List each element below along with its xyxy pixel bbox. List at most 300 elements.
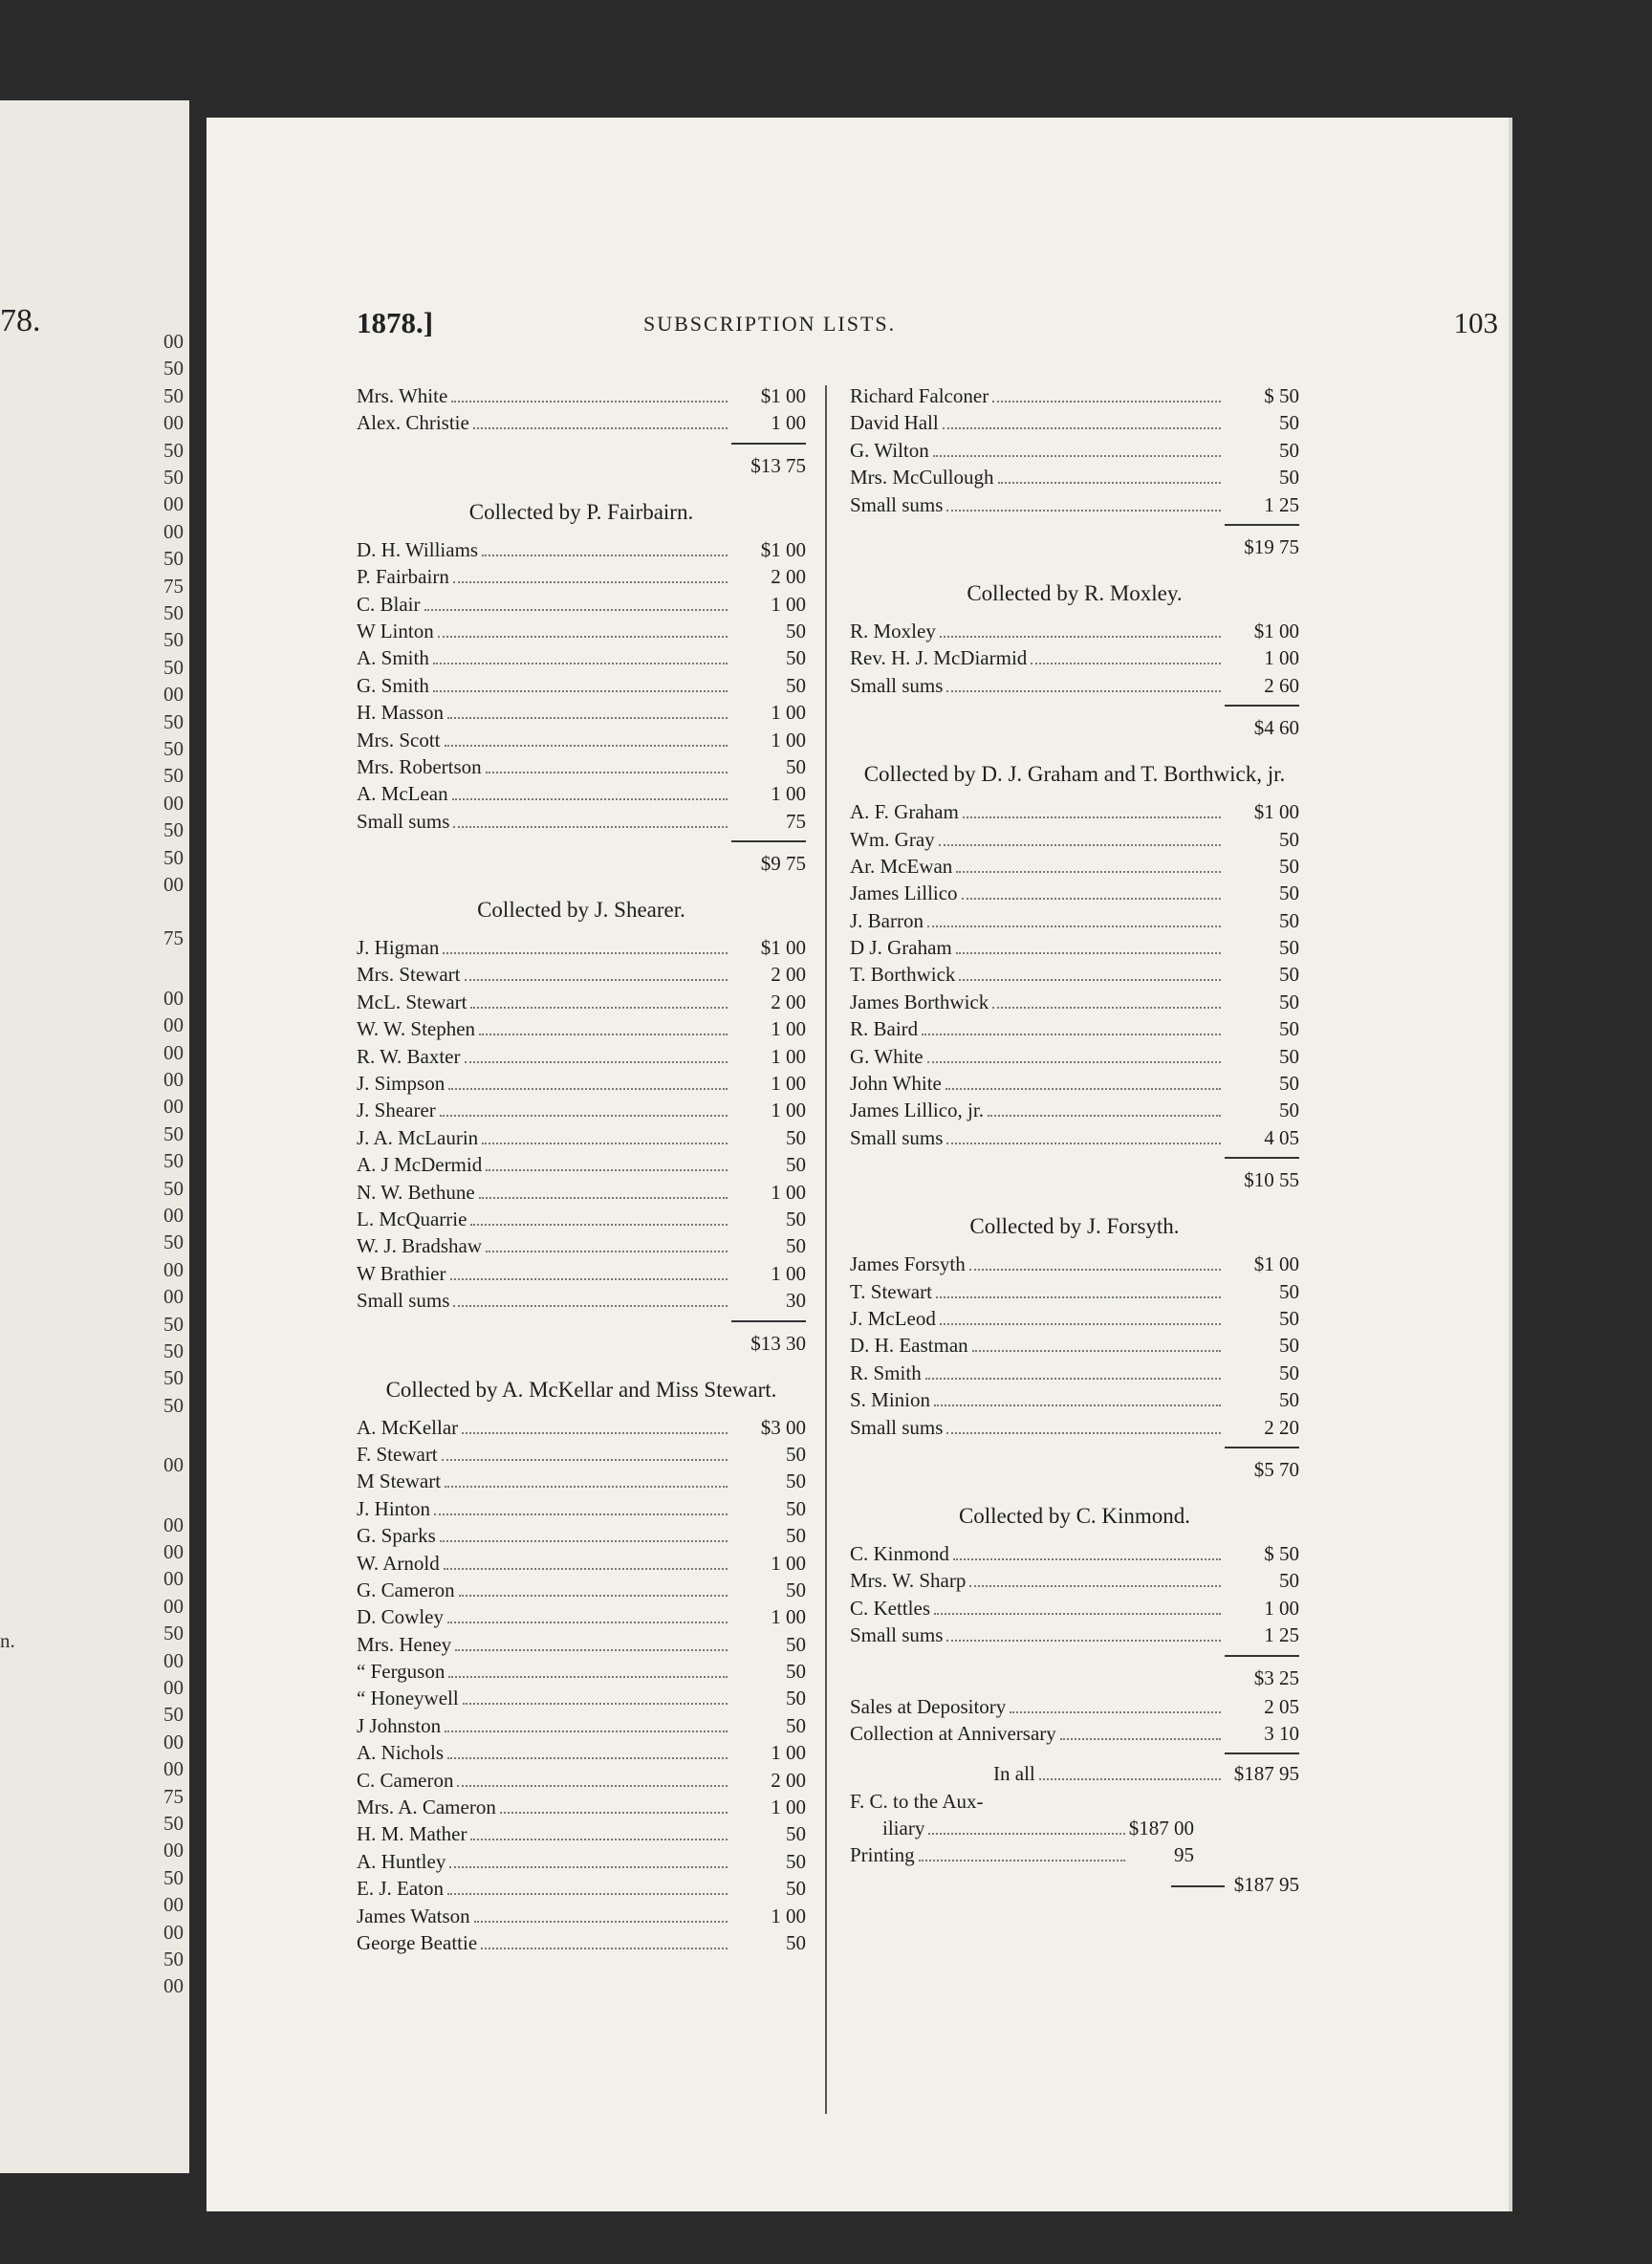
- in-all-label: In all: [993, 1762, 1035, 1786]
- amount: 1 00: [771, 1741, 806, 1765]
- amount: $3 00: [760, 1415, 806, 1439]
- printing-amount: 95: [1174, 1843, 1194, 1867]
- contributor-name: E. J. Eaton: [357, 1877, 444, 1901]
- facing-page-amount: 50: [163, 1865, 184, 1889]
- leader-dots: [440, 1114, 728, 1117]
- leader-dots: [486, 1250, 728, 1252]
- contributor-name: Mrs. White: [357, 384, 448, 407]
- amount: 50: [786, 754, 806, 778]
- in-all-amount: $187 95: [1233, 1762, 1299, 1786]
- contributor-name: Small sums: [850, 492, 944, 516]
- contributor-name: C. Kinmond: [850, 1541, 949, 1565]
- total-rule: [731, 840, 806, 842]
- amount: $1 00: [760, 384, 806, 407]
- amount: 50: [1279, 990, 1299, 1013]
- leader-dots: [953, 1557, 1221, 1560]
- facing-page-amount: 00: [163, 1730, 184, 1753]
- left-column: [357, 382, 806, 1956]
- in-all-row: [850, 1760, 1299, 1787]
- list-row: [357, 382, 806, 409]
- leader-dots: [481, 1947, 728, 1949]
- list-row: [357, 672, 806, 699]
- amount: 2 00: [771, 990, 806, 1013]
- contributor-name: G. Wilton: [850, 438, 929, 462]
- contributor-name: James Borthwick: [850, 990, 989, 1013]
- amount: 50: [786, 1632, 806, 1656]
- facing-page-amount: 75: [163, 1784, 184, 1808]
- amount: $ 50: [1264, 1541, 1299, 1565]
- facing-page-amount: 50: [163, 845, 184, 869]
- list-row: [357, 536, 806, 563]
- facing-page-amount: 00: [163, 1974, 184, 1998]
- amount: 1 00: [771, 411, 806, 435]
- list-row: [357, 1820, 806, 1847]
- contributor-name: C. Kettles: [850, 1596, 930, 1620]
- amount: 50: [1279, 411, 1299, 435]
- contributor-name: Small sums: [850, 1125, 944, 1149]
- list-row: [850, 1251, 1299, 1277]
- leader-dots: [448, 1087, 728, 1090]
- facing-page-amount: 00: [163, 1068, 184, 1091]
- amount: 2 60: [1264, 673, 1299, 697]
- leader-dots: [473, 426, 728, 429]
- leader-dots: [956, 870, 1221, 873]
- leader-dots: [500, 1811, 728, 1814]
- amount: $1 00: [1253, 800, 1299, 824]
- amount: 50: [1279, 1569, 1299, 1593]
- facing-page-amount: 00: [163, 1839, 184, 1862]
- list-row: [357, 1522, 806, 1549]
- section-total: $13 75: [750, 453, 806, 477]
- leader-dots: [946, 1142, 1221, 1144]
- list-row: [357, 1043, 806, 1070]
- contributor-name: A. Nichols: [357, 1741, 444, 1765]
- facing-page-amount: 50: [163, 1812, 184, 1835]
- amount: 50: [786, 1930, 806, 1954]
- leader-dots: [998, 481, 1221, 484]
- grand-total-row: [850, 1869, 1299, 1900]
- leader-dots: [1060, 1737, 1221, 1740]
- facing-page-amount: 50: [163, 601, 184, 624]
- contributor-name: A. McKellar: [357, 1415, 459, 1439]
- leader-dots: [444, 1567, 728, 1570]
- facing-page-amount: 00: [163, 873, 184, 896]
- amount: 50: [786, 1442, 806, 1466]
- list-row: [357, 727, 806, 753]
- list-row: [357, 780, 806, 807]
- facing-page-amount: 75: [163, 926, 184, 950]
- amount: 1 00: [771, 1017, 806, 1041]
- amount: $ 50: [1264, 384, 1299, 407]
- contributor-name: “ Ferguson: [357, 1660, 446, 1684]
- amount: 2 00: [771, 565, 806, 589]
- page-number: 103: [1453, 306, 1498, 339]
- amount: 30: [786, 1289, 806, 1313]
- amount: 50: [786, 619, 806, 642]
- amount: 1 00: [771, 728, 806, 751]
- leader-dots: [972, 1349, 1221, 1352]
- total-rule: [1225, 1752, 1299, 1754]
- amount: 2 00: [771, 963, 806, 987]
- leader-dots: [465, 1060, 728, 1063]
- amount: 50: [1279, 827, 1299, 851]
- contributor-name: D. H. Eastman: [850, 1334, 968, 1358]
- amount: 50: [786, 1234, 806, 1258]
- facing-page-amount: 00: [163, 791, 184, 815]
- amount: 1 00: [771, 1072, 806, 1096]
- contributor-name: G. Smith: [357, 673, 429, 697]
- contributor-name: R. Moxley: [850, 619, 936, 642]
- contributor-name: W. Arnold: [357, 1551, 440, 1575]
- amount: 1 00: [771, 1551, 806, 1575]
- facing-page-amount: 00: [163, 1594, 184, 1618]
- list-row: [850, 1015, 1299, 1042]
- amount: 1 00: [771, 1180, 806, 1204]
- amount: 1 00: [771, 701, 806, 725]
- list-row: [850, 1720, 1299, 1747]
- header-title: SUBSCRIPTION LISTS.: [643, 312, 897, 336]
- amount: 1 25: [1264, 1623, 1299, 1647]
- contributor-name: Sales at Depository: [850, 1694, 1007, 1718]
- amount: 50: [786, 1207, 806, 1230]
- leader-dots: [1010, 1710, 1221, 1713]
- facing-page-amount: 50: [163, 438, 184, 462]
- contributor-name: T. Stewart: [850, 1279, 932, 1303]
- contributor-name: W. W. Stephen: [357, 1017, 476, 1041]
- facing-page-amount: 50: [163, 1393, 184, 1417]
- amount: 1 00: [1264, 1596, 1299, 1620]
- amount: 50: [1279, 1099, 1299, 1122]
- facing-page-amount: 50: [163, 818, 184, 842]
- contributor-name: James Lillico: [850, 882, 958, 905]
- contributor-name: John White: [850, 1072, 942, 1096]
- leader-dots: [453, 1304, 728, 1307]
- leader-dots: [486, 1168, 728, 1171]
- leader-dots: [447, 716, 728, 719]
- facing-page-amount: 00: [163, 1540, 184, 1563]
- facing-page-amount: 00: [163, 1453, 184, 1477]
- list-row: [850, 1070, 1299, 1097]
- amount: 50: [1279, 1279, 1299, 1303]
- list-row: [850, 1414, 1299, 1441]
- leader-dots: [450, 1277, 728, 1280]
- facing-page-amount: 50: [163, 1230, 184, 1254]
- right-column: [850, 382, 1299, 1900]
- facing-page-amount: 50: [163, 737, 184, 760]
- list-row: [850, 437, 1299, 464]
- list-row: [850, 1043, 1299, 1070]
- amount: 1 00: [1264, 646, 1299, 670]
- section-total: $10 55: [1244, 1168, 1299, 1192]
- list-row: [850, 880, 1299, 906]
- leader-dots: [943, 426, 1221, 429]
- contributor-name: G. Cameron: [357, 1578, 455, 1601]
- contributor-name: J. Hinton: [357, 1496, 431, 1520]
- amount: 50: [786, 1496, 806, 1520]
- contributor-name: D J. Graham: [850, 936, 952, 960]
- contributor-name: J. McLeod: [850, 1306, 936, 1330]
- contributor-name: “ Honeywell: [357, 1687, 459, 1710]
- leader-dots: [1039, 1777, 1221, 1780]
- facing-page-amount: 00: [163, 519, 184, 543]
- facing-page-amount: 50: [163, 628, 184, 652]
- facing-page-amount: 50: [163, 1121, 184, 1145]
- leader-dots: [969, 1584, 1221, 1587]
- amount: 50: [786, 1822, 806, 1846]
- leader-dots: [462, 1431, 728, 1434]
- amount: 50: [1279, 1017, 1299, 1041]
- list-row: [850, 1693, 1299, 1720]
- leader-dots: [922, 1033, 1221, 1035]
- section-total: $13 30: [750, 1331, 806, 1355]
- contributor-name: A. Huntley: [357, 1849, 446, 1873]
- list-row: [357, 1260, 806, 1287]
- list-row: [357, 563, 806, 590]
- contributor-name: W. J. Bradshaw: [357, 1234, 483, 1258]
- section-title: Collected by A. McKellar and Miss Stewart.: [385, 1377, 777, 1402]
- contributor-name: Mrs. Stewart: [357, 963, 461, 987]
- section-total: $4 60: [1253, 716, 1299, 740]
- facing-page-amount: 50: [163, 547, 184, 571]
- amount: 50: [786, 646, 806, 670]
- total-rule: [1225, 1447, 1299, 1448]
- amount: 2 05: [1264, 1694, 1299, 1718]
- list-row: [357, 409, 806, 436]
- leader-dots: [988, 1114, 1221, 1117]
- amount: 50: [786, 1877, 806, 1901]
- leader-dots: [433, 662, 728, 664]
- leader-dots: [486, 771, 728, 773]
- facing-page-amount: 50: [163, 764, 184, 788]
- total-rule: [731, 1320, 806, 1322]
- list-row: [357, 591, 806, 618]
- leader-dots: [927, 925, 1221, 927]
- list-row: [850, 1278, 1299, 1305]
- facing-page-amount: 00: [163, 1648, 184, 1672]
- list-row: [357, 1712, 806, 1739]
- facing-page-amount: 50: [163, 709, 184, 733]
- list-row: [357, 618, 806, 644]
- amount: 1 00: [771, 1261, 806, 1285]
- leader-dots: [438, 635, 728, 638]
- list-row: [357, 1875, 806, 1902]
- leader-dots: [479, 1196, 728, 1199]
- section-title: Collected by R. Moxley.: [967, 580, 1183, 605]
- facing-page-amount: 00: [163, 1040, 184, 1064]
- leader-dots: [959, 978, 1221, 981]
- amount: 50: [1279, 438, 1299, 462]
- amount: 1 00: [771, 592, 806, 616]
- amount: 50: [1279, 1306, 1299, 1330]
- leader-dots: [928, 1832, 1124, 1835]
- contributor-name: W Linton: [357, 619, 434, 642]
- list-row: [850, 1360, 1299, 1386]
- amount: 4 05: [1264, 1125, 1299, 1149]
- contributor-name: R. Smith: [850, 1361, 922, 1384]
- contributor-name: J. Higman: [357, 936, 440, 960]
- contributor-name: McL. Stewart: [357, 990, 467, 1013]
- list-row: [357, 1414, 806, 1441]
- contributor-name: David Hall: [850, 411, 939, 435]
- contributor-name: L. McQuarrie: [357, 1207, 467, 1230]
- fc-line2: [850, 1815, 1194, 1841]
- leader-dots: [946, 1431, 1221, 1434]
- contributor-name: Mrs. Scott: [357, 728, 441, 751]
- list-row: [357, 1232, 806, 1259]
- amount: $1 00: [1253, 619, 1299, 642]
- leader-dots: [445, 744, 728, 747]
- leader-dots: [465, 978, 728, 981]
- amount: 50: [786, 1687, 806, 1710]
- leader-dots: [452, 797, 728, 800]
- facing-page-amount: 50: [163, 383, 184, 407]
- leader-dots: [933, 454, 1221, 457]
- leader-dots: [459, 1594, 728, 1597]
- section-total: $5 70: [1253, 1457, 1299, 1481]
- leader-dots: [934, 1612, 1221, 1615]
- contributor-name: H. M. Mather: [357, 1822, 467, 1846]
- leader-dots: [442, 1458, 728, 1461]
- contributor-name: D. Cowley: [357, 1605, 444, 1629]
- facing-page-amount: 00: [163, 986, 184, 1010]
- list-row: [357, 1206, 806, 1232]
- contributor-name: A. Smith: [357, 646, 429, 670]
- list-row: [357, 1577, 806, 1603]
- amount: 1 00: [771, 1099, 806, 1122]
- facing-page-amount: 50: [163, 1339, 184, 1362]
- leader-dots: [449, 1865, 728, 1868]
- amount: 50: [1279, 908, 1299, 932]
- leader-dots: [946, 509, 1221, 512]
- list-row: [850, 934, 1299, 961]
- contributor-name: D. H. Williams: [357, 537, 479, 561]
- facing-page-amount: 50: [163, 357, 184, 381]
- facing-page-amount: 00: [163, 1013, 184, 1037]
- amount: 50: [786, 1849, 806, 1873]
- leader-dots: [424, 608, 728, 611]
- amount: 50: [1279, 1072, 1299, 1096]
- facing-page-amount: 50: [163, 655, 184, 679]
- leader-dots: [482, 1142, 728, 1144]
- list-row: [357, 1603, 806, 1630]
- list-row: [357, 1179, 806, 1206]
- facing-page-amount: 50: [163, 1149, 184, 1173]
- list-row: [357, 989, 806, 1015]
- amount: 50: [786, 1469, 806, 1493]
- contributor-name: Wm. Gray: [850, 827, 935, 851]
- amount: 50: [1279, 963, 1299, 987]
- list-row: [357, 1685, 806, 1711]
- leader-dots: [946, 1639, 1221, 1642]
- contributor-name: H. Masson: [357, 701, 445, 725]
- facing-page-amount: 00: [163, 683, 184, 707]
- contributor-name: M Stewart: [357, 1469, 442, 1493]
- list-row: [357, 1631, 806, 1658]
- section-title: Collected by J. Forsyth.: [969, 1214, 1180, 1239]
- contributor-name: F. Stewart: [357, 1442, 438, 1466]
- amount: 2 20: [1264, 1415, 1299, 1439]
- facing-page-amount: 50: [163, 1312, 184, 1336]
- list-row: [850, 826, 1299, 853]
- total-rule: [1225, 705, 1299, 707]
- amount: 50: [786, 1524, 806, 1548]
- leader-dots: [962, 897, 1221, 900]
- contributor-name: R. W. Baxter: [357, 1044, 461, 1068]
- list-row: [850, 618, 1299, 644]
- contributor-name: A. J McDermid: [357, 1153, 483, 1177]
- contributor-name: James Lillico, jr.: [850, 1099, 984, 1122]
- grand-total-rule: [1171, 1885, 1225, 1887]
- leader-dots: [447, 1621, 728, 1623]
- list-row: [357, 1441, 806, 1468]
- amount: 50: [1279, 1044, 1299, 1068]
- amount: 50: [1279, 1334, 1299, 1358]
- total-rule: [1225, 524, 1299, 526]
- leader-dots: [939, 843, 1221, 846]
- leader-dots: [453, 825, 728, 828]
- leader-dots: [992, 1006, 1221, 1009]
- contributor-name: N. W. Bethune: [357, 1180, 475, 1204]
- list-row: [357, 1739, 806, 1766]
- contributor-name: George Beattie: [357, 1930, 478, 1954]
- contributor-name: J. Simpson: [357, 1072, 446, 1096]
- amount: 50: [786, 1125, 806, 1149]
- list-row: [850, 1595, 1299, 1622]
- leader-dots: [455, 1648, 728, 1651]
- contributor-name: Small sums: [850, 673, 944, 697]
- contributor-name: Alex. Christie: [357, 411, 469, 435]
- amount: 2 00: [771, 1768, 806, 1792]
- facing-page-fragment: [0, 100, 189, 2173]
- contributor-name: Rev. H. J. McDiarmid: [850, 646, 1028, 670]
- amount: 50: [786, 1660, 806, 1684]
- facing-page-amount: 00: [163, 1757, 184, 1781]
- header-year: 1878.]: [357, 306, 434, 339]
- amount: 50: [1279, 1361, 1299, 1384]
- leader-dots: [447, 1892, 728, 1895]
- leader-dots: [463, 1702, 728, 1705]
- amount: 50: [786, 673, 806, 697]
- list-row: [850, 1332, 1299, 1359]
- facing-page-amount: 75: [163, 574, 184, 598]
- facing-page-amount: 50: [163, 1622, 184, 1645]
- contributor-name: Small sums: [357, 809, 450, 833]
- amount: 1 00: [771, 1605, 806, 1629]
- list-row: [850, 409, 1299, 436]
- contributor-name: J Johnston: [357, 1713, 442, 1737]
- contributor-name: Mrs. Heney: [357, 1632, 452, 1656]
- list-row: [357, 1903, 806, 1929]
- contributor-name: G. Sparks: [357, 1524, 436, 1548]
- amount: $1 00: [760, 936, 806, 960]
- facing-page-amount: 50: [163, 466, 184, 489]
- amount: $1 00: [760, 537, 806, 561]
- amount: 1 00: [771, 1044, 806, 1068]
- list-row: [850, 382, 1299, 409]
- facing-page-amount: 50: [163, 1366, 184, 1390]
- leader-dots: [934, 1404, 1221, 1406]
- contributor-name: J. A. McLaurin: [357, 1125, 479, 1149]
- leader-dots: [946, 1087, 1221, 1090]
- contributor-name: S. Minion: [850, 1388, 931, 1412]
- list-row: [357, 1015, 806, 1042]
- contributor-name: Mrs. McCullough: [850, 466, 994, 490]
- contributor-name: C. Blair: [357, 592, 421, 616]
- amount: 50: [1279, 854, 1299, 878]
- list-row: [850, 1567, 1299, 1594]
- contributor-name: Mrs. Robertson: [357, 754, 482, 778]
- contributor-name: Richard Falconer: [850, 384, 989, 407]
